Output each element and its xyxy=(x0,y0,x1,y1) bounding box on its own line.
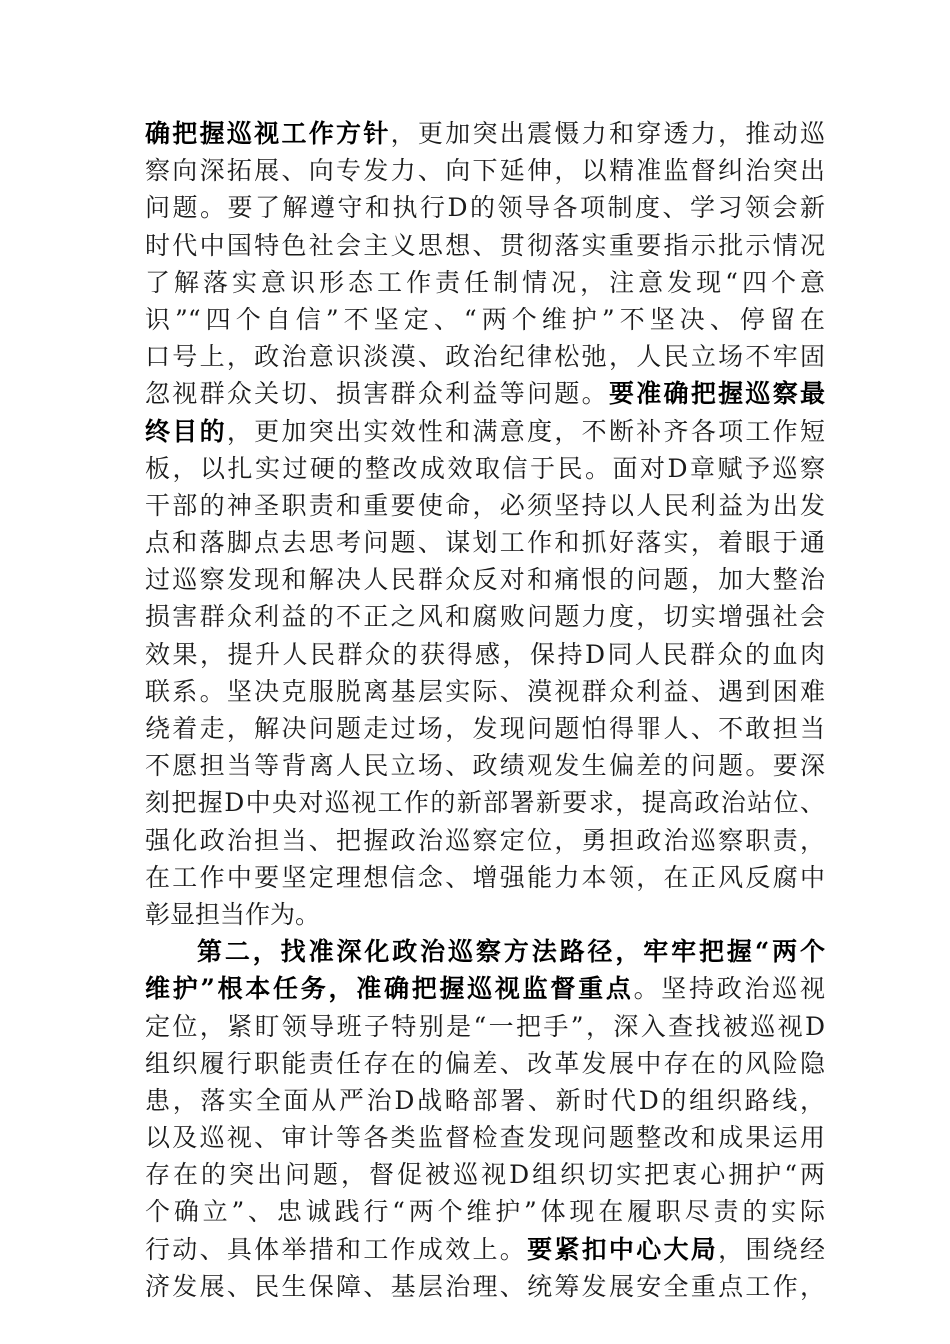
text-line xyxy=(145,1119,825,1156)
text-line xyxy=(145,264,825,301)
text-run: 定位，紧盯领导班子特别是“一把手”，深入查找被巡视D xyxy=(145,1011,825,1041)
text-line xyxy=(145,673,825,710)
text-run: 不愿担当等背离人民立场、政绩观发生偏差的问题。要深 xyxy=(145,751,825,781)
text-line xyxy=(145,710,825,747)
text-run: 彰显担当作为。 xyxy=(145,899,321,929)
text-run: 时代中国特色社会主义思想、贯彻落实重要指示批示情况 xyxy=(145,230,825,260)
text-line xyxy=(145,784,825,821)
text-run: 联系。坚决克服脱离基层实际、漠视群众利益、遇到困难 xyxy=(145,676,825,706)
text-run: 绕着走，解决问题走过场，发现问题怕得罪人、不敢担当 xyxy=(145,714,825,743)
bold-text-run: 终目的 xyxy=(145,416,227,446)
text-run: 以及巡视、审计等各类监督检查发现问题整改和成果运用 xyxy=(145,1123,825,1153)
text-line xyxy=(145,561,825,598)
text-run: 忽视群众关切、损害群众利益等问题。 xyxy=(145,379,609,409)
text-line xyxy=(145,115,825,152)
text-line xyxy=(145,747,825,784)
text-line xyxy=(145,413,825,450)
text-run: 组织履行职能责任存在的偏差、改革发展中存在的风险隐 xyxy=(145,1048,825,1078)
text-run: 问题。要了解遵守和执行D的领导各项制度、学习领会新 xyxy=(145,193,825,223)
text-line xyxy=(145,859,825,896)
text-run: 识”“四个自信”不坚定、“两个维护”不坚决、停留在 xyxy=(145,304,825,334)
text-run: 行动、具体举措和工作成效上。 xyxy=(145,1234,528,1264)
text-line xyxy=(145,189,825,226)
text-run: 在工作中要坚定理想信念、增强能力本领，在正风反腐中 xyxy=(145,862,825,892)
text-line xyxy=(145,970,825,1007)
text-line xyxy=(145,152,825,189)
text-line xyxy=(145,524,825,561)
text-line xyxy=(145,450,825,487)
bold-text-run: 确把握巡视工作方针 xyxy=(145,119,391,148)
text-run: 济发展、民生保障、基层治理、统筹发展安全重点工作， xyxy=(145,1271,825,1301)
text-line xyxy=(145,1231,825,1268)
text-line xyxy=(145,822,825,859)
text-run: 存在的突出问题，督促被巡视D组织切实把衷心拥护“两 xyxy=(145,1160,825,1190)
text-line xyxy=(145,375,825,412)
text-line xyxy=(145,227,825,264)
text-run: 察向深拓展、向专发力、向下延伸，以精准监督纠治突出 xyxy=(145,156,825,186)
text-run: 点和落脚点去思考问题、谋划工作和抓好落实，着眼于通 xyxy=(145,528,825,558)
text-line xyxy=(145,1008,825,1045)
bold-text-run: 第二，找准深化政治巡察方法路径，牢牢把握“两个 xyxy=(197,937,825,967)
text-run: 效果，提升人民群众的获得感，保持D同人民群众的血肉 xyxy=(145,639,825,669)
text-run: ，更加突出震慑力和穿透力，推动巡 xyxy=(390,119,825,148)
text-line xyxy=(145,598,825,635)
bold-text-run: 维护”根本任务，准确把握巡视监督重点 xyxy=(145,974,634,1004)
text-line xyxy=(145,338,825,375)
text-line xyxy=(145,1156,825,1193)
bold-text-run: 要准确把握巡察最 xyxy=(608,379,825,409)
text-line xyxy=(145,1193,825,1230)
text-line xyxy=(145,896,825,933)
text-run: ，围绕经 xyxy=(718,1234,825,1264)
text-run: 患，落实全面从严治D战略部署、新时代D的组织路线， xyxy=(145,1085,825,1115)
text-run: 口号上，政治意识淡漠、政治纪律松弛，人民立场不牢固 xyxy=(145,342,825,372)
text-run: 个确立”、忠诚践行“两个维护”体现在履职尽责的实际 xyxy=(145,1197,825,1227)
text-run: ，更加突出实效性和满意度，不断补齐各项工作短 xyxy=(226,416,825,446)
text-run: 损害群众利益的不正之风和腐败问题力度，切实增强社会 xyxy=(145,602,825,632)
text-line xyxy=(145,1082,825,1119)
text-line xyxy=(145,301,825,338)
text-line xyxy=(145,1045,825,1082)
text-line xyxy=(145,636,825,673)
text-line xyxy=(145,1268,825,1305)
text-run: 。坚持政治巡视 xyxy=(633,974,825,1004)
text-line xyxy=(145,933,825,970)
document-body-text xyxy=(145,115,825,1305)
bold-text-run: 要紧扣中心大局 xyxy=(527,1234,719,1264)
text-run: 板，以扎实过硬的整改成效取信于民。面对D章赋予巡察 xyxy=(145,453,825,483)
text-run: 干部的神圣职责和重要使命，必须坚持以人民利益为出发 xyxy=(145,490,825,520)
text-line xyxy=(145,487,825,524)
text-run: 过巡察发现和解决人民群众反对和痛恨的问题，加大整治 xyxy=(145,565,825,595)
text-run: 刻把握D中央对巡视工作的新部署新要求，提高政治站位、 xyxy=(145,788,825,818)
text-run: 了解落实意识形态工作责任制情况，注意发现“四个意 xyxy=(145,267,825,297)
text-run: 强化政治担当、把握政治巡察定位，勇担政治巡察职责， xyxy=(145,825,825,855)
